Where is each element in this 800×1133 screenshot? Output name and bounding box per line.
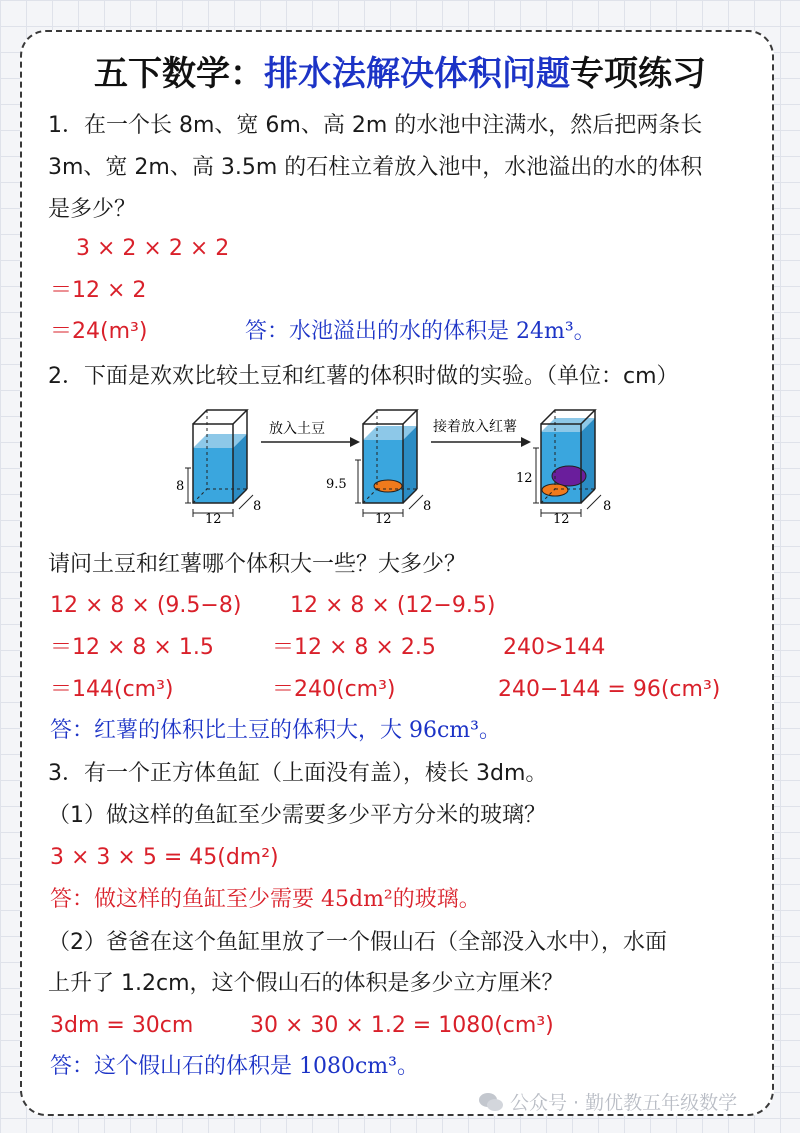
q2-question: 请问土豆和红薯哪个体积大一些？大多少？ [48,552,467,577]
q2-calc-a2: ＝12 × 8 × 1.5 [50,635,214,660]
q2-calc-a3: ＝144(cm³) [50,677,174,702]
q3-text-line1: 3．有一个正方体鱼缸（上面没有盖），棱长 3dm。 [48,761,548,786]
q1-calc-step1: 3 × 2 × 2 × 2 [76,236,230,261]
watermark [478,1088,737,1115]
q1-answer: 答：水池溢出的水的体积是 24m³。 [245,319,596,344]
arrow-2-label: 接着放入红薯 [433,419,517,435]
q3-sub1: （1）做这样的鱼缸至少需要多少平方分米的玻璃？ [48,803,546,828]
arrow-add-sweet-potato [431,418,531,447]
arrow-add-potato [261,420,360,447]
tank-1-length-label: 12 [205,512,222,527]
q1-calc-step3: ＝24(m³) [50,319,148,344]
tank-1-width-label: 8 [253,499,262,514]
q2-answer: 答：红薯的体积比土豆的体积大，大 96cm³。 [50,718,501,743]
q1-text-line1: 1．在一个长 8m、宽 6m、高 2m 的水池中注满水，然后把两条长 [48,113,703,138]
potato-shape [374,480,402,492]
page-title [0,46,800,95]
experiment-figure [176,406,625,527]
q2-calc-b2: ＝12 × 8 × 2.5 [272,635,436,660]
title-suffix: 专项练习 [570,54,706,94]
q1-calc-step2: ＝12 × 2 [50,278,147,303]
tank-3-length-label: 12 [553,512,570,527]
tank-3 [516,410,611,527]
tank-2-height-label: 9.5 [326,477,347,492]
q1-text-line2: 3m、宽 2m、高 3.5m 的石柱立着放入池中，水池溢出的水的体积 [48,155,703,180]
q2-difference: 240−144 = 96(cm³) [498,677,721,702]
title-topic: 排水法解决体积问题 [264,54,570,94]
q3-calc2a: 3dm = 30cm [50,1013,194,1038]
tank-3-width-label: 8 [603,499,612,514]
potato-shape-2 [542,484,568,496]
tank-1-height-label: 8 [176,479,185,494]
q3-answer1: 答：做这样的鱼缸至少需要 45dm²的玻璃。 [50,887,481,912]
arrow-1-label: 放入土豆 [269,421,325,437]
q2-calc-b1: 12 × 8 × (12−9.5) [290,593,496,618]
q2-compare: 240>144 [503,635,606,660]
tank-2-width-label: 8 [423,499,432,514]
q3-answer2: 答：这个假山石的体积是 1080cm³。 [50,1054,419,1079]
q2-text-line1: 2．下面是欢欢比较土豆和红薯的体积时做的实验。（单位：cm） [48,364,679,389]
tank-1 [176,410,261,527]
q3-sub2-line2: 上升了 1.2cm，这个假山石的体积是多少立方厘米？ [48,971,564,996]
q3-calc2b: 30 × 30 × 1.2 = 1080(cm³) [250,1013,554,1038]
title-prefix: 五下数学： [94,54,264,94]
watermark-text: 公众号 · 勤优教五年级数学 [510,1092,738,1114]
q3-sub2-line1: （2）爸爸在这个鱼缸里放了一个假山石（全部没入水中），水面 [48,930,667,955]
tank-3-height-label: 12 [516,471,533,486]
wechat-icon [478,1091,504,1113]
q2-calc-a1: 12 × 8 × (9.5−8) [50,593,242,618]
tank-2-length-label: 12 [375,512,392,527]
tank-1-water-front [193,448,233,503]
tank-2 [326,410,431,527]
q3-calc1: 3 × 3 × 5 = 45(dm²) [50,845,279,870]
q1-text-line3: 是多少？ [48,197,137,222]
q2-calc-b3: ＝240(cm³) [272,677,396,702]
